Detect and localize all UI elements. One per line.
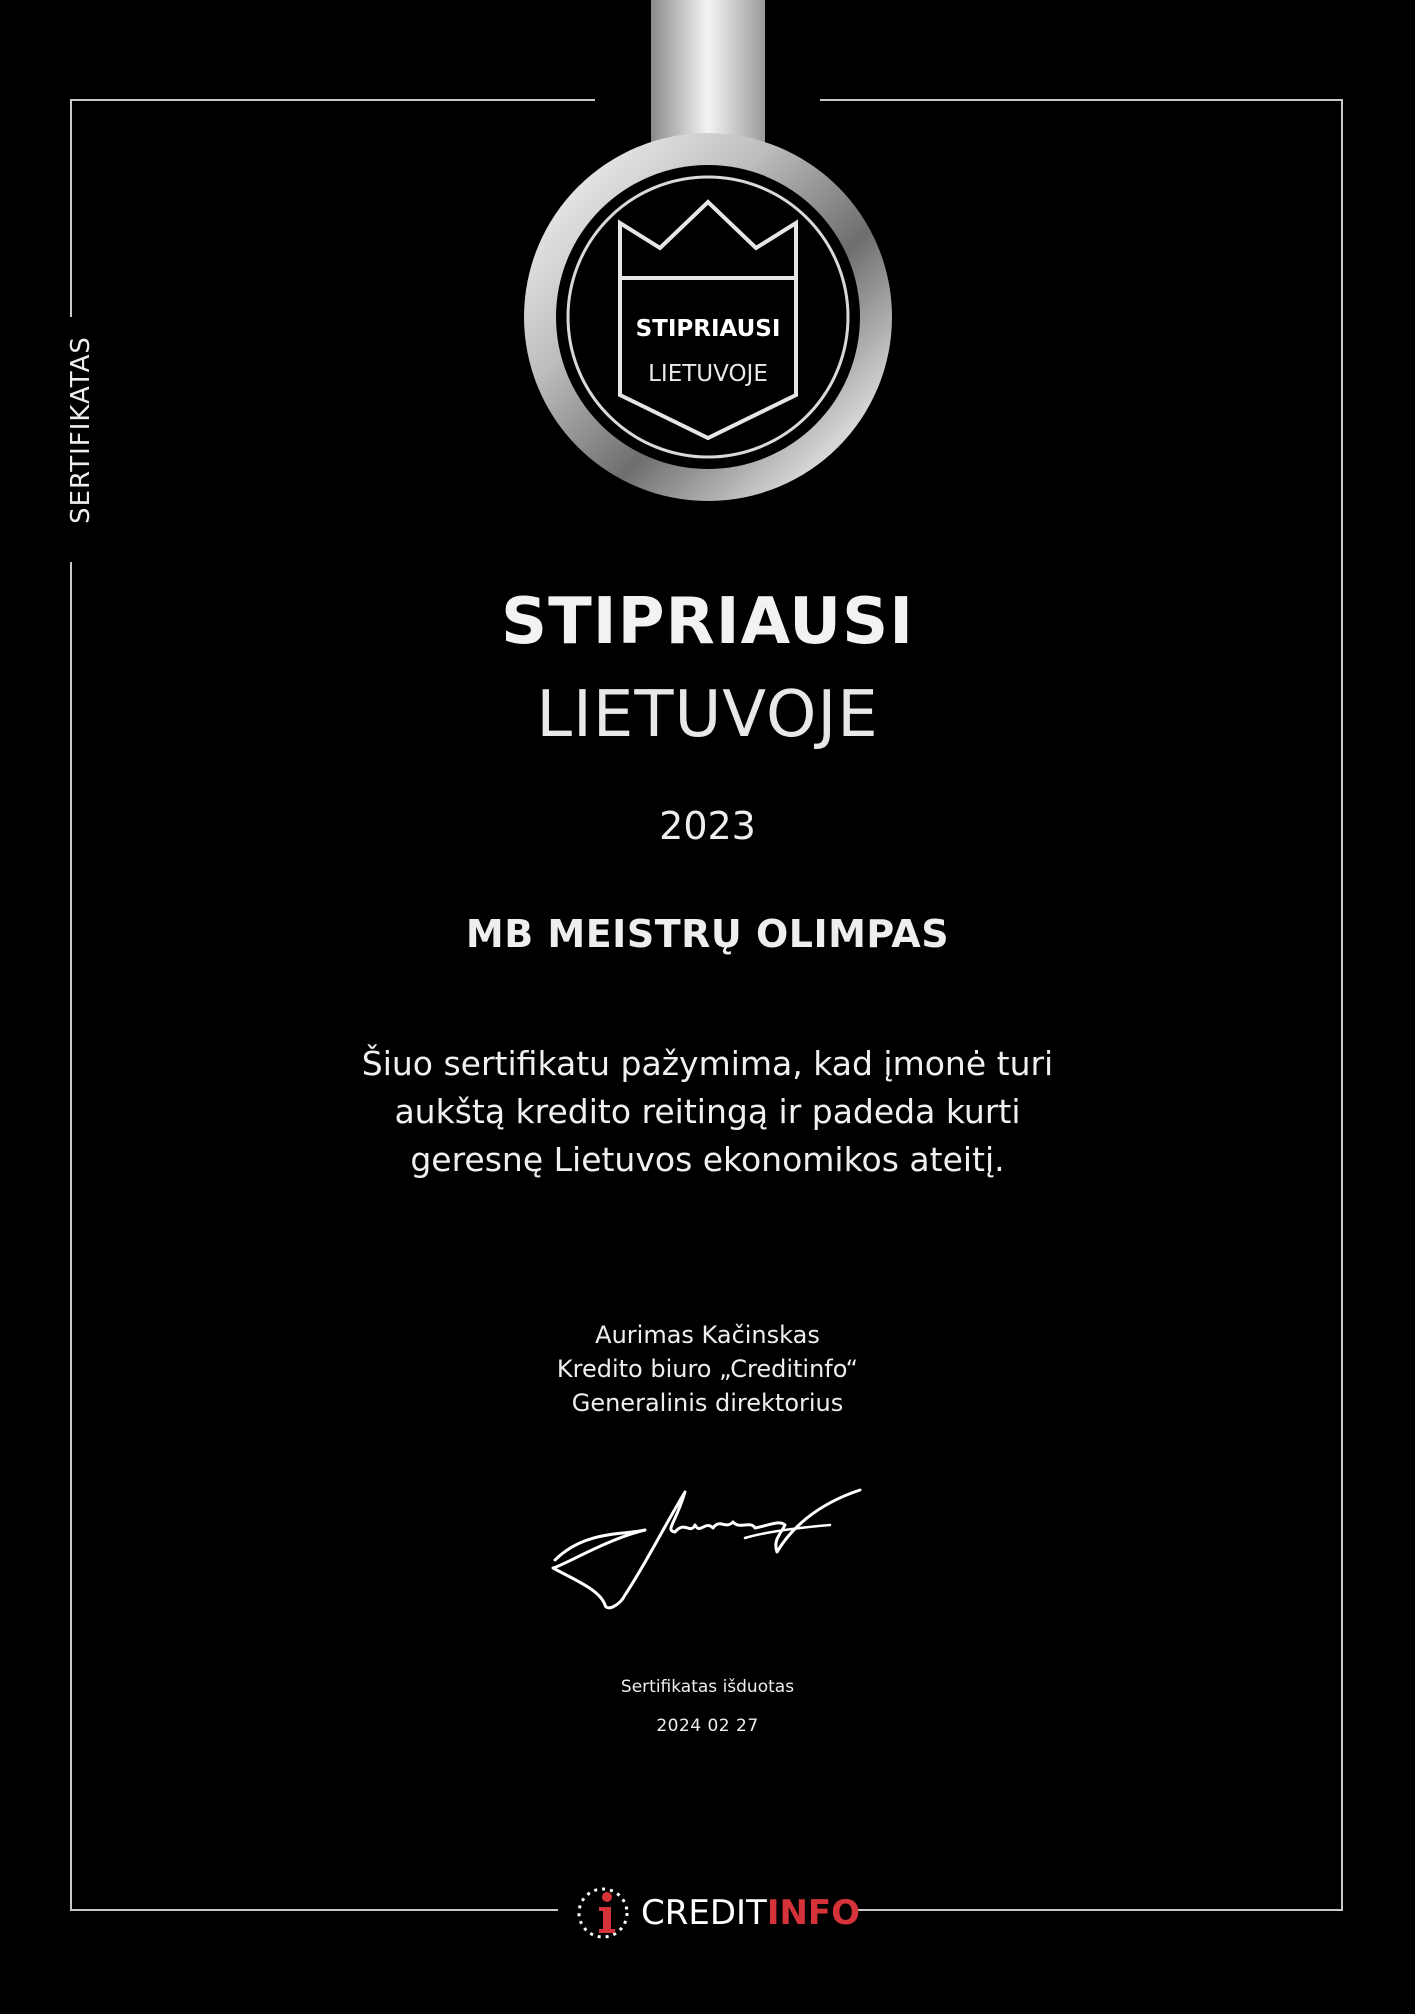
issued-label: Sertifikatas išduotas — [620, 1677, 795, 1697]
issued-date: 2024 02 27 — [656, 1716, 759, 1736]
description-line: Šiuo sertifikatu pažymima, kad įmonė turi — [361, 1044, 1054, 1083]
frame-bottom-right — [857, 1909, 1343, 1911]
side-label-text: SERTIFIKATAS — [66, 336, 96, 524]
signer-name: Aurimas Kačinskas — [595, 1321, 820, 1349]
title-line2: LIETUVOJE — [536, 678, 879, 752]
frame-bottom-left — [70, 1909, 558, 1911]
handwritten-signature — [545, 1480, 875, 1620]
creditinfo-logo — [575, 1885, 860, 1941]
badge-line1: STIPRIAUSI — [635, 316, 781, 342]
badge-line2: LIETUVOJE — [648, 361, 768, 387]
description-line: geresnę Lietuvos ekonomikos ateitį. — [410, 1140, 1005, 1179]
signer-position: Generalinis direktorius — [571, 1389, 844, 1417]
signer-block — [0, 1318, 1415, 1420]
signer-organization: Kredito biuro „Creditinfo“ — [556, 1355, 859, 1383]
description-line: aukštą kredito reitingą ir padeda kurti — [394, 1092, 1021, 1131]
creditinfo-i-icon — [575, 1885, 631, 1941]
logo-part2: INFO — [766, 1893, 861, 1933]
company-name: MB MEISTRŲ OLIMPAS — [465, 912, 950, 956]
medal-badge — [0, 0, 1415, 520]
frame-left-lower — [70, 562, 72, 1911]
medal-ribbon — [651, 0, 765, 150]
creditinfo-wordmark — [641, 1893, 860, 1933]
certificate-description — [0, 1040, 1415, 1184]
year: 2023 — [659, 804, 756, 848]
logo-part1: CREDIT — [641, 1893, 767, 1933]
title-line1: STIPRIAUSI — [501, 585, 914, 659]
